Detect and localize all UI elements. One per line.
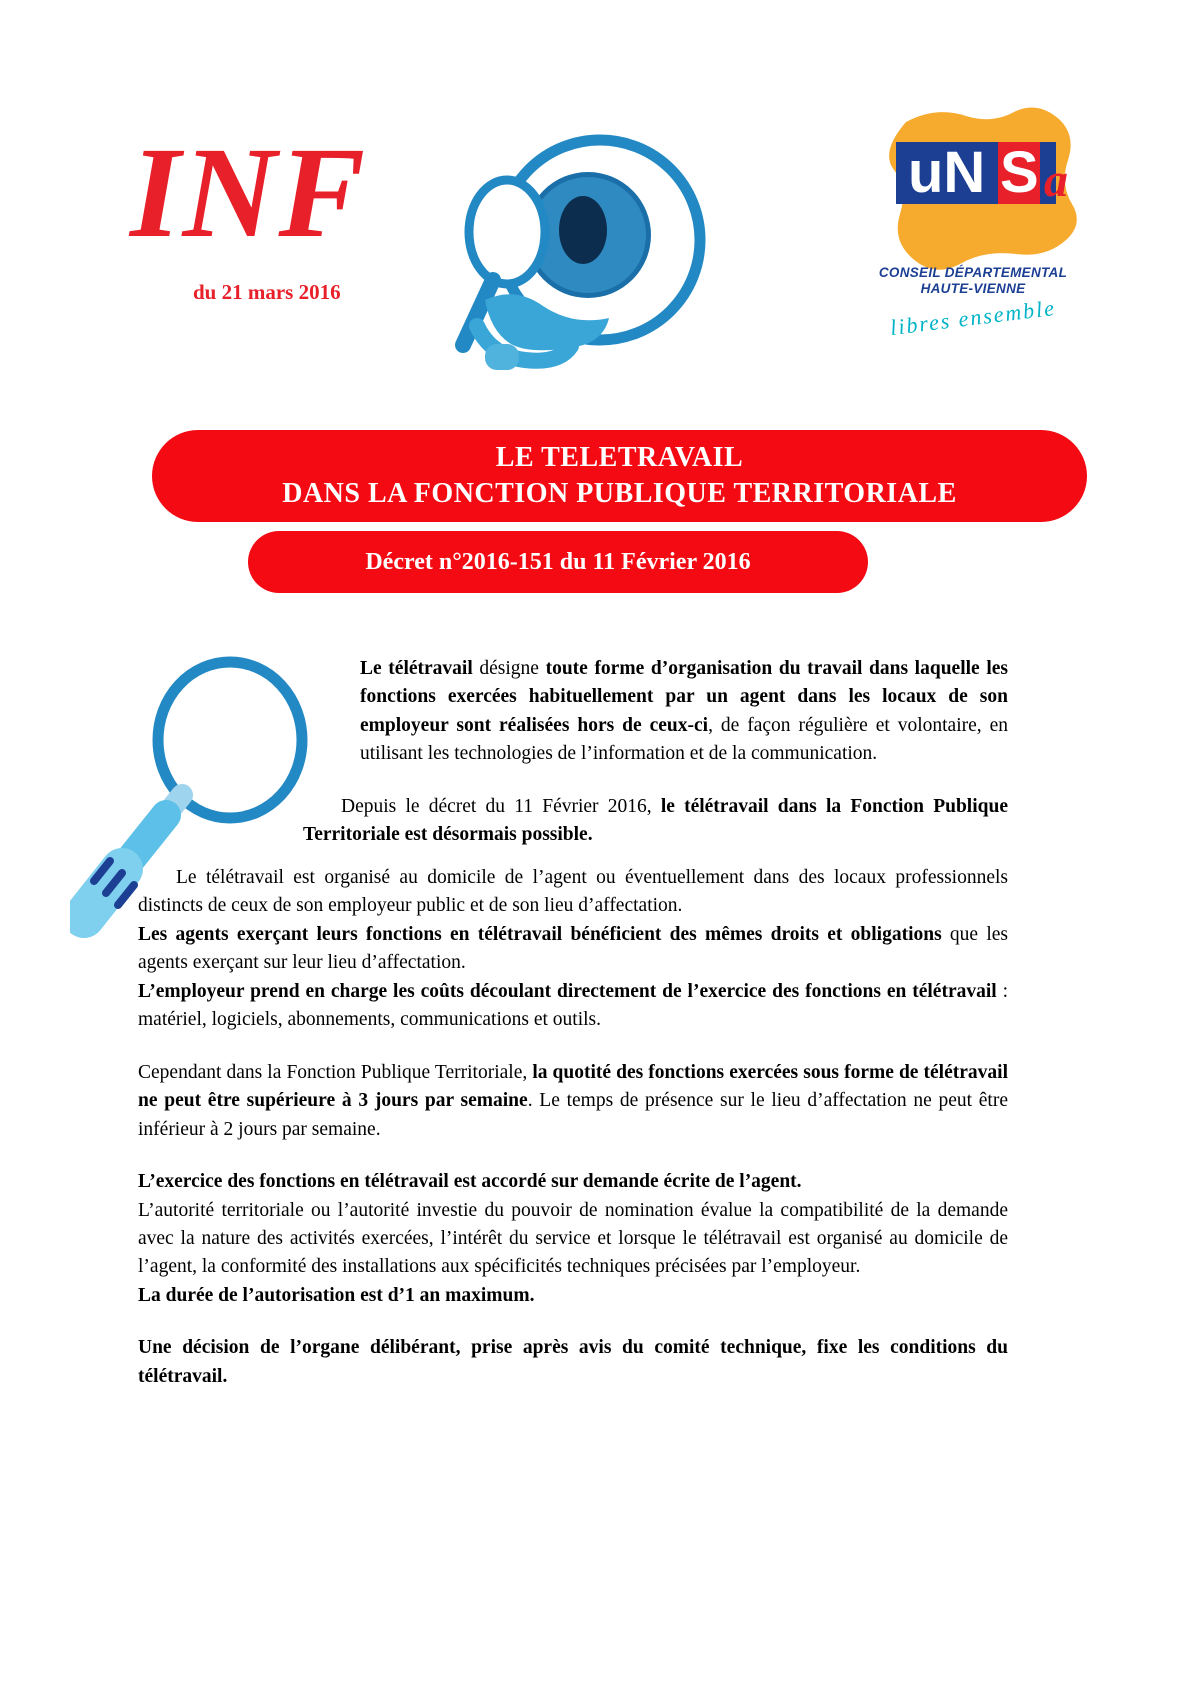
document-header (0, 0, 1190, 400)
paragraph-deliberation: Une décision de l’organe délibérant, prise après avis du comité technique, fixe les conditions du télétravail. (138, 1337, 1008, 1387)
svg-text:S: S (1000, 140, 1039, 205)
svg-text:uN: uN (908, 140, 986, 205)
definition-lead: Le télétravail (360, 658, 473, 679)
svg-text:a: a (1044, 154, 1068, 207)
paragraph-duration: La durée de l’autorisation est d’1 an maximum. (138, 1284, 535, 1306)
title-line-1: LE TELETRAVAIL (495, 442, 744, 473)
paragraph-request: L’exercice des fonctions en télétravail est accordé sur demande écrite de l’agent. (138, 1171, 802, 1193)
paragraph-definition: Le télétravail désigne toute forme d’organisation du travail dans laquelle les fonctions exercées habituellement par un agent dans les locaux de son employeur sont réalisées hors de ceux-ci, de façon régulière et volontaire, en utilisant les technologies de l’information et de la communication. (360, 658, 1009, 765)
paragraph-organisation: Le télétravail est organisé au domicile de l’agent ou éventuellement dans des locaux professionnels distincts de ceux de son employeur public et de son lieu d’affectation. (138, 866, 1008, 917)
title-line-2: DANS LA FONCTION PUBLIQUE TERRITORIALE (282, 478, 957, 509)
issue-date: du 21 mars 2016 (193, 280, 341, 304)
magnifying-glass-icon (425, 130, 755, 385)
info-logo (130, 120, 750, 370)
subtitle-banner (248, 531, 868, 593)
decree-reference: Décret n°2016-151 du 11 Février 2016 (365, 548, 751, 575)
paragraph-authority: L’autorité territoriale ou l’autorité investie du pouvoir de nomination évalue la compatibilité de la demande avec la nature des activités exercées, l’intérêt du service et lorsque le télétravail est organisé au domicile de l’agent, la conformité des installations aux spécificités techniques précisées par l’employeur. (138, 1199, 1008, 1278)
paragraph-rights: Les agents exerçant leurs fonctions en télétravail bénéficient des mêmes droits et obligations que les agents exerçant sur leur lieu d’affectation. (138, 923, 1008, 974)
title-banner (152, 430, 1087, 522)
paragraph-costs: L’employeur prend en charge les coûts découlant directement de l’exercice des fonctions en télétravail : matériel, logiciels, abonnements, communications et outils. (138, 980, 1009, 1031)
paragraph-quota: Cependant dans la Fonction Publique Territoriale, la quotité des fonctions exercées sous forme de télétravail ne peut être supérieure à 3 jours par semaine. Le temps de présence sur le lieu d’affectation ne peut être inférieur à 2 jours par semaine. (138, 1061, 1008, 1140)
paragraph-since-decree: Depuis le décret du 11 Février 2016, le télétravail dans la Fonction Publique Territoriale est désormais possible. (303, 795, 1008, 846)
info-wordmark: INF (130, 121, 368, 265)
unsa-logo (848, 100, 1098, 365)
unsa-subtitle-line1: CONSEIL DÉPARTEMENTAL (878, 265, 1068, 280)
unsa-slogan: libres ensemble (888, 294, 1058, 341)
document-body (138, 655, 1008, 1391)
unsa-subtitle-line2: HAUTE-VIENNE (920, 281, 1026, 296)
